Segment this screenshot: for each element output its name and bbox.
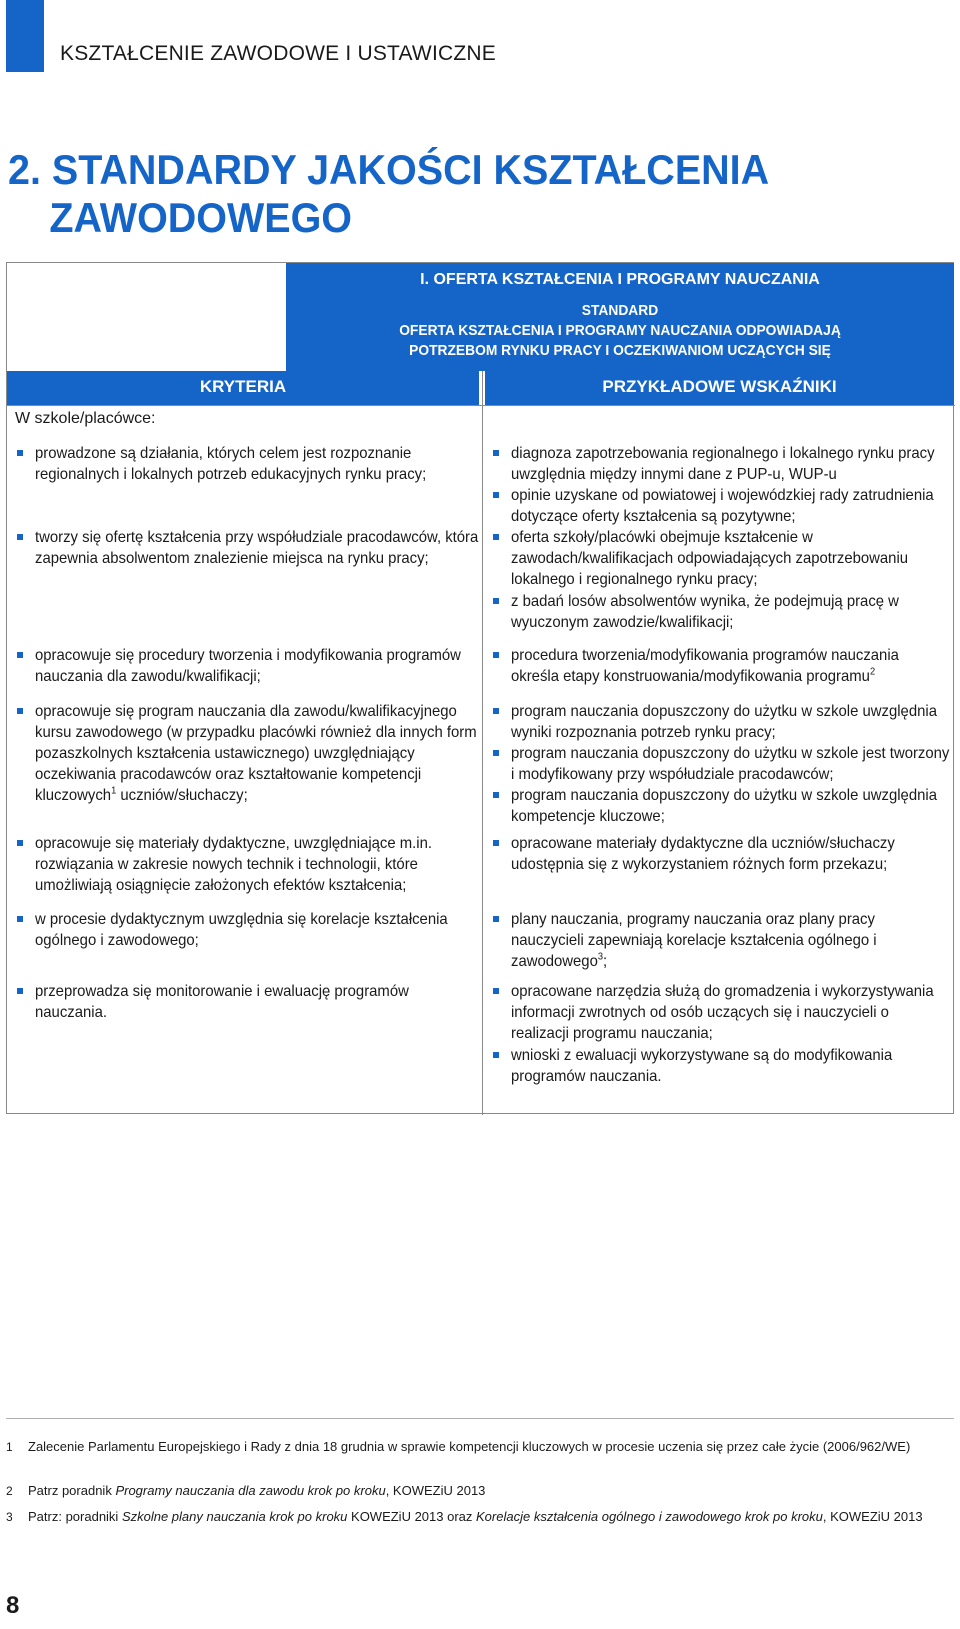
footnote-ref: 2	[869, 666, 876, 678]
list-item: wnioski z ewaluacji wykorzystywane są do modyfikowania programów nauczania.	[487, 1045, 952, 1087]
chapter-title-line1: 2. STANDARDY JAKOŚCI KSZTAŁCENIA	[8, 146, 770, 193]
bullet-square-icon	[493, 988, 499, 994]
list-item: opracowuje się procedury tworzenia i modyfikowania programów nauczania dla zawodu/kwalifikacji;	[11, 645, 481, 687]
bullet-square-icon	[493, 652, 499, 658]
list-item: plany nauczania, programy nauczania oraz plany pracy nauczycieli zapewniają korelacje kształcenia ogólnego i zawodowego$^3$;	[487, 909, 952, 972]
bullet-square-icon	[493, 450, 499, 456]
bullet-square-icon	[493, 792, 499, 798]
bullet-square-icon	[493, 534, 499, 540]
list-item: opinie uzyskane od powiatowej i wojewódzkiej rady zatrudnienia dotyczące oferty kształcenia są pozytywne;	[487, 485, 952, 527]
bullet-square-icon	[17, 708, 23, 714]
bullet-square-icon	[17, 916, 23, 922]
standard-line1: OFERTA KSZTAŁCENIA I PROGRAMY NAUCZANIA ODPOWIADAJĄ	[399, 322, 841, 339]
standards-table	[6, 262, 954, 1114]
bullet-square-icon	[493, 750, 499, 756]
bullet-square-icon	[17, 534, 23, 540]
footnote-2: 2 Patrz poradnik Programy nauczania dla zawodu krok po kroku, KOWEZiU 2013	[6, 1483, 486, 1498]
bullet-square-icon	[493, 916, 499, 922]
header-accent-bar	[6, 0, 44, 72]
footnote-ref: 1	[111, 785, 117, 797]
indicators-list	[487, 443, 952, 1103]
bullet-square-icon	[493, 1052, 499, 1058]
footnote-divider	[6, 1418, 954, 1419]
bullet-square-icon	[17, 450, 23, 456]
list-item: oferta szkoły/placówki obejmuje kształcenie w zawodach/kwalifikacjach odpowiadających zapotrzebowaniu lokalnego i regionalnego rynku pracy;	[487, 527, 952, 590]
running-head: KSZTAŁCENIE ZAWODOWE I USTAWICZNE	[60, 42, 496, 65]
criteria-intro: W szkole/placówce:	[15, 410, 156, 427]
list-item: prowadzone są działania, których celem jest rozpoznanie regionalnych i lokalnych potrzeb edukacyjnych rynku pracy;	[11, 443, 481, 485]
column-divider	[482, 371, 483, 1115]
list-item: opracowane narzędzia służą do gromadzenia i wykorzystywania informacji zwrotnych od osób uczących się i nauczycieli o realizacji programu nauczania;	[487, 981, 952, 1044]
list-item: opracowuje się program nauczania dla zawodu/kwalifikacyjnego kursu zawodowego (w przypadku placówki również dla innych form pozaszkolnych kształcenia ustawicznego) uwzględniający oczekiwania pracodawców oraz kształtowanie kompetencji kluczowych$^1$ uczniów/słuchaczy;	[11, 701, 481, 806]
column-header-indicators: PRZYKŁADOWE WSKAŹNIKI	[485, 371, 954, 405]
list-item: opracowuje się materiały dydaktyczne, uwzględniające m.in. rozwiązania w zakresie nowych technik i technologii, które umożliwiają osiągnięcie założonych efektów kształcenia;	[11, 833, 481, 896]
standard-header	[286, 263, 954, 371]
section-title: I. OFERTA KSZTAŁCENIA I PROGRAMY NAUCZANIA	[420, 271, 820, 288]
footnote-ref: 3	[597, 951, 604, 963]
column-header-criteria: KRYTERIA	[7, 371, 479, 405]
standard-label: STANDARD	[581, 302, 659, 319]
list-item: program nauczania dopuszczony do użytku w szkole uwzględnia kompetencje kluczowe;	[487, 785, 952, 827]
list-item: w procesie dydaktycznym uwzględnia się korelacje kształcenia ogólnego i zawodowego;	[11, 909, 481, 951]
footnote-3: 3 Patrz: poradniki Szkolne plany nauczania krok po kroku KOWEZiU 2013 oraz Korelacje kształcenia ogólnego i zawodowego krok po kroku, KOWEZiU 2013	[6, 1509, 923, 1524]
list-item: z badań losów absolwentów wynika, że podejmują pracę w wyuczonym zawodzie/kwalifikacji;	[487, 591, 952, 633]
list-item: diagnoza zapotrzebowania regionalnego i lokalnego rynku pracy uwzględnia między innymi dane z PUP-u, WUP-u	[487, 443, 952, 485]
bullet-square-icon	[493, 840, 499, 846]
list-item: przeprowadza się monitorowanie i ewaluację programów nauczania.	[11, 981, 481, 1023]
list-item: opracowane materiały dydaktyczne dla uczniów/słuchaczy udostępnia się z wykorzystaniem różnych form przekazu;	[487, 833, 952, 875]
bullet-square-icon	[17, 988, 23, 994]
header-divider	[7, 405, 955, 406]
bullet-square-icon	[17, 652, 23, 658]
criteria-list	[11, 443, 481, 1083]
list-item: program nauczania dopuszczony do użytku w szkole uwzględnia wyniki rozpoznania potrzeb rynku pracy;	[487, 701, 952, 743]
footnote-1: 1 Zalecenie Parlamentu Europejskiego i Rady z dnia 18 grudnia w sprawie kompetencji kluczowych w procesie uczenia się przez całe życie (2006/962/WE)	[6, 1439, 911, 1454]
page-number: 8	[6, 1592, 20, 1619]
standard-text	[286, 301, 954, 361]
chapter-title-line2: ZAWODOWEGO	[49, 194, 353, 241]
chapter-title	[8, 146, 854, 242]
bullet-square-icon	[17, 840, 23, 846]
list-item: program nauczania dopuszczony do użytku w szkole jest tworzony i modyfikowany przy współudziale pracodawców;	[487, 743, 952, 785]
list-item: tworzy się ofertę kształcenia przy współudziale pracodawców, która zapewnia absolwentom znalezienie miejsca na rynku pracy;	[11, 527, 481, 569]
standard-line2: POTRZEBOM RYNKU PRACY I OCZEKIWANIOM UCZĄCYCH SIĘ	[409, 342, 831, 359]
bullet-square-icon	[493, 598, 499, 604]
bullet-square-icon	[493, 492, 499, 498]
list-item: procedura tworzenia/modyfikowania programów nauczania określa etapy konstruowania/modyfikowania programu$^2$	[487, 645, 952, 687]
bullet-square-icon	[493, 708, 499, 714]
